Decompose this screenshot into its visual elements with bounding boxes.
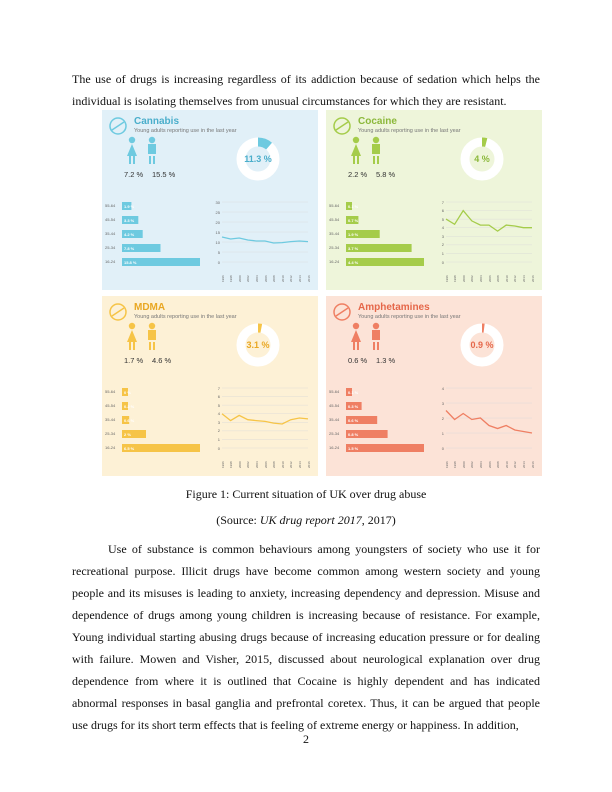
y-tick: 2 bbox=[441, 242, 444, 248]
x-tick: 2004 bbox=[254, 275, 259, 282]
panel-subtitle: Young adults reporting use in the last year bbox=[358, 128, 461, 134]
drug-icon bbox=[334, 118, 350, 134]
male-percent: 4.6 % bbox=[152, 356, 172, 365]
x-tick: 2016 bbox=[306, 461, 311, 468]
donut-value-arc bbox=[258, 142, 269, 146]
panel-graphics bbox=[326, 296, 542, 476]
age-label: 55-64 bbox=[329, 203, 340, 208]
x-tick: 1996 bbox=[220, 275, 225, 282]
x-tick: 2014 bbox=[297, 461, 302, 468]
female-percent: 2.2 % bbox=[348, 170, 368, 179]
bar-value: 7.8 % bbox=[124, 246, 135, 251]
age-label: 45-54 bbox=[105, 217, 116, 222]
y-tick: 3 bbox=[441, 400, 444, 406]
age-label: 25-34 bbox=[105, 431, 116, 436]
x-tick: 2010 bbox=[504, 275, 509, 282]
drug-icon bbox=[334, 304, 350, 320]
panel-subtitle: Young adults reporting use in the last year bbox=[134, 128, 237, 134]
x-tick: 2000 bbox=[461, 461, 466, 468]
y-tick: 7 bbox=[217, 385, 220, 391]
overall-percent: 4 % bbox=[474, 154, 490, 164]
x-tick: 1998 bbox=[453, 275, 458, 282]
x-tick: 2006 bbox=[487, 275, 492, 282]
people-icons bbox=[351, 137, 380, 164]
x-tick: 2016 bbox=[530, 461, 535, 468]
age-label: 45-54 bbox=[105, 403, 116, 408]
x-tick: 2000 bbox=[461, 275, 466, 282]
x-tick: 1998 bbox=[229, 461, 234, 468]
x-tick: 1998 bbox=[229, 275, 234, 282]
people-icons bbox=[127, 323, 156, 350]
x-tick: 2004 bbox=[254, 461, 259, 468]
x-tick: 2014 bbox=[297, 275, 302, 282]
panel-graphics bbox=[326, 110, 542, 290]
x-tick: 2008 bbox=[272, 461, 277, 468]
x-tick: 2008 bbox=[496, 275, 501, 282]
body-paragraph: Use of substance is common behaviours among youngsters of society who use it for recreational purpose. Illicit drugs have become common among western society and young people and its misuses is leading to anxiety, increasing dependency and depression. Misuse and dependence of drugs among young children is increasing because of resistance. For example, Young individual starting abusing drugs because of increasing education pressure or for dealing with failure. Mowen and Visher, 2015, discussed about neurological explanation over drug dependence from where it is outlined that Cocaine is highly dependent and has indicated abnormal responses in basal ganglia and prefrontal coretex. Thus, it can be argued that people use drugs for its short term effects that is feeling of extreme energy or happiness. In addition, bbox=[72, 542, 540, 732]
y-tick: 5 bbox=[217, 249, 220, 255]
y-tick: 4 bbox=[441, 385, 444, 391]
donut-value-arc bbox=[482, 142, 486, 143]
y-tick: 5 bbox=[441, 216, 444, 222]
age-label: 55-64 bbox=[329, 389, 340, 394]
bar-value: 0.7 % bbox=[348, 218, 359, 223]
bar-value: 0.1 % bbox=[348, 204, 359, 209]
y-tick: 0 bbox=[441, 259, 444, 265]
bar-value: 3.3 % bbox=[124, 218, 135, 223]
bar-value: 0.3 % bbox=[348, 404, 359, 409]
x-tick: 2010 bbox=[280, 461, 285, 468]
bar-value: 1.9 % bbox=[124, 204, 135, 209]
female-percent: 7.2 % bbox=[124, 170, 144, 179]
intro-paragraph: The use of drugs is increasing regardless of its addiction because of sedation which helps the individual is isolating themselves from unusual circumstances for which they are resistant. bbox=[72, 72, 540, 108]
x-tick: 2006 bbox=[487, 461, 492, 468]
age-label: 45-54 bbox=[329, 217, 340, 222]
x-tick: 2006 bbox=[263, 275, 268, 282]
drug-icon bbox=[110, 304, 126, 320]
x-tick: 2004 bbox=[478, 461, 483, 468]
age-label: 16-24 bbox=[105, 445, 116, 450]
y-tick: 25 bbox=[215, 209, 220, 215]
x-tick: 2012 bbox=[289, 275, 294, 282]
x-tick: 2002 bbox=[246, 461, 251, 468]
y-tick: 0 bbox=[217, 259, 220, 265]
source-suffix: , 2017) bbox=[361, 513, 396, 527]
people-icons bbox=[351, 323, 380, 350]
y-tick: 30 bbox=[215, 199, 220, 205]
y-tick: 6 bbox=[441, 208, 444, 214]
bar-value: 3.7 % bbox=[348, 246, 359, 251]
panel-amphetamines bbox=[326, 296, 542, 476]
female-percent: 1.7 % bbox=[124, 356, 144, 365]
x-tick: 2006 bbox=[263, 461, 268, 468]
panel-graphics bbox=[102, 296, 318, 476]
bar-value: 1.5 % bbox=[348, 446, 359, 451]
panel-cocaine bbox=[326, 110, 542, 290]
age-label: 16-24 bbox=[329, 445, 340, 450]
x-tick: 2000 bbox=[237, 461, 242, 468]
x-tick: 1996 bbox=[444, 275, 449, 282]
drug-icon bbox=[110, 118, 126, 134]
y-tick: 0 bbox=[217, 445, 220, 451]
age-label: 25-34 bbox=[329, 431, 340, 436]
x-tick: 1996 bbox=[444, 461, 449, 468]
age-label: 35-44 bbox=[329, 417, 340, 422]
age-label: 35-44 bbox=[105, 417, 116, 422]
panel-title: Cocaine bbox=[358, 116, 397, 127]
drug-abuse-infographic bbox=[102, 110, 542, 476]
trend-line bbox=[446, 411, 532, 434]
x-tick: 1998 bbox=[453, 461, 458, 468]
page-number: 2 bbox=[303, 732, 309, 746]
age-label: 16-24 bbox=[105, 259, 116, 264]
y-tick: 2 bbox=[441, 415, 444, 421]
age-label: 16-24 bbox=[329, 259, 340, 264]
y-tick: 2 bbox=[217, 428, 220, 434]
x-tick: 2012 bbox=[513, 461, 518, 468]
panel-title: Cannabis bbox=[134, 116, 180, 127]
age-label: 35-44 bbox=[329, 231, 340, 236]
age-label: 35-44 bbox=[105, 231, 116, 236]
y-tick: 4 bbox=[441, 225, 444, 231]
panel-subtitle: Young adults reporting use in the last year bbox=[134, 314, 237, 320]
x-tick: 2008 bbox=[272, 275, 277, 282]
y-tick: 1 bbox=[217, 436, 220, 442]
male-percent: 15.5 % bbox=[152, 170, 176, 179]
bar-value: 2 % bbox=[124, 432, 131, 437]
x-tick: 2004 bbox=[478, 275, 483, 282]
y-tick: 7 bbox=[441, 199, 444, 205]
source-prefix: (Source: bbox=[216, 513, 260, 527]
age-label: 25-34 bbox=[105, 245, 116, 250]
y-tick: 20 bbox=[215, 219, 220, 225]
y-tick: 3 bbox=[441, 233, 444, 239]
bar-value: 0.6 % bbox=[124, 418, 135, 423]
y-tick: 4 bbox=[217, 411, 220, 417]
x-tick: 2012 bbox=[513, 275, 518, 282]
x-tick: 2016 bbox=[530, 275, 535, 282]
y-tick: 10 bbox=[215, 239, 220, 245]
age-label: 25-34 bbox=[329, 245, 340, 250]
age-label: 55-64 bbox=[105, 389, 116, 394]
x-tick: 2014 bbox=[521, 275, 526, 282]
x-tick: 2016 bbox=[306, 275, 311, 282]
bar-value: 6.5 % bbox=[124, 446, 135, 451]
source-title: UK drug report 2017 bbox=[259, 513, 362, 527]
bar-value: 4.2 % bbox=[124, 232, 135, 237]
panel-mdma bbox=[102, 296, 318, 476]
y-tick: 3 bbox=[217, 419, 220, 425]
age-label: 45-54 bbox=[329, 403, 340, 408]
x-tick: 2002 bbox=[246, 275, 251, 282]
x-tick: 2010 bbox=[504, 461, 509, 468]
x-tick: 1996 bbox=[220, 461, 225, 468]
bar-value: 0.2 % bbox=[124, 404, 135, 409]
x-tick: 2002 bbox=[470, 275, 475, 282]
people-icons bbox=[127, 137, 156, 164]
male-percent: 1.3 % bbox=[376, 356, 396, 365]
x-tick: 2008 bbox=[496, 461, 501, 468]
bar-value: 4.4 % bbox=[348, 260, 359, 265]
y-tick: 1 bbox=[441, 430, 444, 436]
overall-percent: 3.1 % bbox=[246, 340, 270, 350]
bar-value: 0 % bbox=[124, 390, 131, 395]
bar-value: 0.8 % bbox=[348, 432, 359, 437]
y-tick: 1 bbox=[441, 250, 444, 256]
x-tick: 2014 bbox=[521, 461, 526, 468]
panel-title: Amphetamines bbox=[358, 302, 430, 313]
x-tick: 2000 bbox=[237, 275, 242, 282]
panel-title: MDMA bbox=[134, 302, 166, 313]
x-tick: 2002 bbox=[470, 461, 475, 468]
trend-line bbox=[446, 211, 532, 232]
x-tick: 2010 bbox=[280, 275, 285, 282]
bar-value: 1.9 % bbox=[348, 232, 359, 237]
female-percent: 0.6 % bbox=[348, 356, 368, 365]
overall-percent: 11.3 % bbox=[244, 154, 272, 164]
x-tick: 2012 bbox=[289, 461, 294, 468]
bar-value: 15.8 % bbox=[124, 260, 137, 265]
figure-source bbox=[72, 513, 540, 528]
panel-cannabis bbox=[102, 110, 318, 290]
panel-subtitle: Young adults reporting use in the last year bbox=[358, 314, 461, 320]
y-tick: 5 bbox=[217, 402, 220, 408]
bar-value: 0.6 % bbox=[348, 418, 359, 423]
figure-caption: Figure 1: Current situation of UK over drug abuse bbox=[185, 487, 427, 501]
age-label: 55-64 bbox=[105, 203, 116, 208]
y-tick: 0 bbox=[441, 445, 444, 451]
bar-value: 0.1 % bbox=[348, 390, 359, 395]
male-percent: 5.8 % bbox=[376, 170, 396, 179]
y-tick: 6 bbox=[217, 394, 220, 400]
y-tick: 15 bbox=[215, 229, 220, 235]
overall-percent: 0.9 % bbox=[470, 340, 494, 350]
